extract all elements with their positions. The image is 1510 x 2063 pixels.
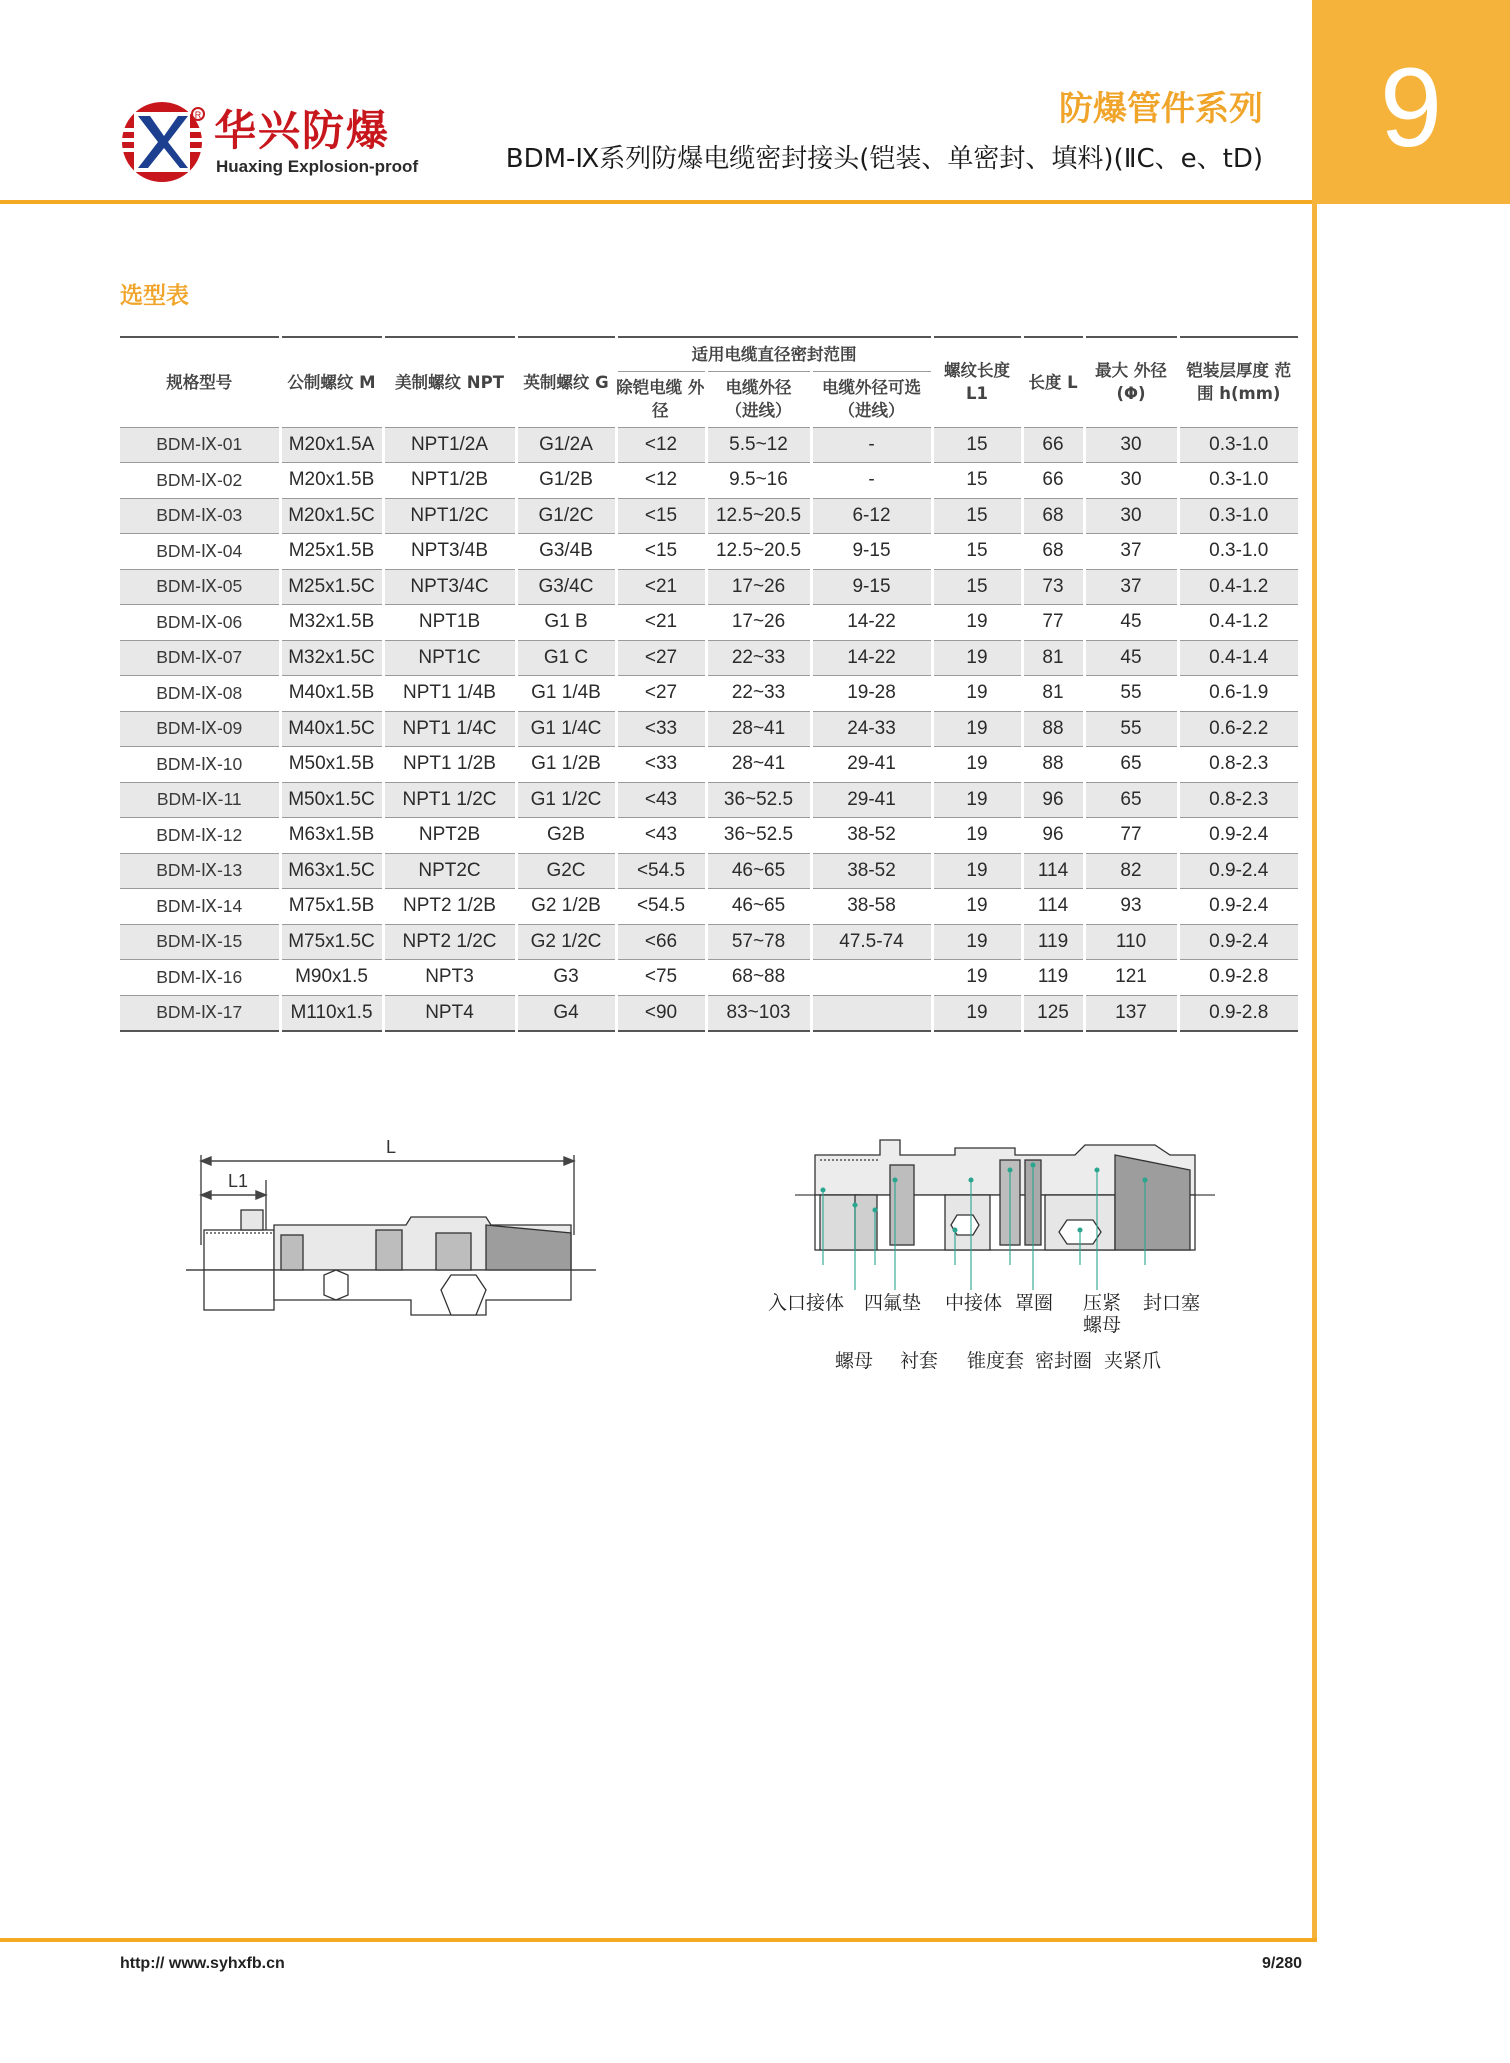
table-cell: M63x1.5C [280, 853, 383, 889]
table-cell: 30 [1084, 498, 1178, 534]
table-cell: 37 [1084, 534, 1178, 570]
table-cell: 0.9-2.8 [1178, 960, 1298, 996]
label-cone-sleeve: 锥度套 [967, 1350, 1025, 1372]
table-cell-model: BDM-Ⅸ-09 [120, 711, 280, 747]
table-cell: G3/4B [516, 534, 616, 570]
table-cell: 0.3-1.0 [1178, 534, 1298, 570]
column-header-armor-stripped-od: 除铠电缆 外径 [616, 371, 706, 427]
table-row [120, 640, 1298, 676]
table-cell: NPT1 1/2B [383, 747, 516, 783]
table-cell: 0.6-1.9 [1178, 676, 1298, 712]
table-cell: 17~26 [706, 605, 811, 641]
table-cell: 36~52.5 [706, 782, 811, 818]
table-cell: M63x1.5B [280, 818, 383, 854]
table-cell: 88 [1022, 747, 1084, 783]
table-cell: 0.3-1.0 [1178, 463, 1298, 499]
table-cell: 81 [1022, 640, 1084, 676]
table-cell: G2 1/2C [516, 924, 616, 960]
table-cell: 19-28 [811, 676, 932, 712]
table-cell: NPT3/4B [383, 534, 516, 570]
table-cell: 119 [1022, 960, 1084, 996]
table-cell: 0.9-2.8 [1178, 995, 1298, 1031]
footer-divider [0, 1938, 1317, 1942]
label-seal-ring: 密封圈 [1035, 1350, 1093, 1372]
table-cell: 88 [1022, 711, 1084, 747]
table-cell: <33 [616, 747, 706, 783]
table-cell: 0.4-1.2 [1178, 569, 1298, 605]
table-cell-model: BDM-Ⅸ-07 [120, 640, 280, 676]
table-cell: M90x1.5 [280, 960, 383, 996]
table-cell: <75 [616, 960, 706, 996]
table-cell: 0.4-1.2 [1178, 605, 1298, 641]
table-cell-model: BDM-Ⅸ-14 [120, 889, 280, 925]
table-cell: 17~26 [706, 569, 811, 605]
selection-table [120, 336, 1298, 1032]
table-cell: - [811, 427, 932, 463]
table-cell: 19 [932, 605, 1022, 641]
table-cell: G1 1/2C [516, 782, 616, 818]
table-cell-model: BDM-Ⅸ-16 [120, 960, 280, 996]
footer-url: http:// www.syhxfb.cn [120, 1955, 285, 1972]
brand-name-en: Huaxing Explosion-proof [216, 157, 419, 176]
product-title: BDM-Ⅸ系列防爆电缆密封接头(铠装、单密封、填料)(ⅡC、e、tD) [505, 144, 1263, 174]
table-cell: 0.8-2.3 [1178, 747, 1298, 783]
table-cell: 19 [932, 711, 1022, 747]
table-cell: G1/2A [516, 427, 616, 463]
table-cell: 15 [932, 569, 1022, 605]
table-cell: 121 [1084, 960, 1178, 996]
chapter-number: 9 [1379, 45, 1443, 170]
table-cell: 119 [1022, 924, 1084, 960]
table-cell: 19 [932, 782, 1022, 818]
table-cell: M50x1.5B [280, 747, 383, 783]
table-cell: <54.5 [616, 889, 706, 925]
table-cell: 14-22 [811, 640, 932, 676]
table-cell [811, 995, 932, 1031]
table-cell-model: BDM-Ⅸ-08 [120, 676, 280, 712]
table-cell: 19 [932, 747, 1022, 783]
table-cell: G1 B [516, 605, 616, 641]
table-cell: 77 [1084, 818, 1178, 854]
table-cell: 110 [1084, 924, 1178, 960]
table-cell: <12 [616, 463, 706, 499]
table-cell: NPT2B [383, 818, 516, 854]
table-cell: 96 [1022, 818, 1084, 854]
table-cell: G4 [516, 995, 616, 1031]
table-cell: NPT3/4C [383, 569, 516, 605]
table-cell: 19 [932, 924, 1022, 960]
table-cell-model: BDM-Ⅸ-04 [120, 534, 280, 570]
table-cell: 82 [1084, 853, 1178, 889]
table-row [120, 427, 1298, 463]
table-cell: 0.9-2.4 [1178, 924, 1298, 960]
table-cell-model: BDM-Ⅸ-10 [120, 747, 280, 783]
table-cell: NPT1/2C [383, 498, 516, 534]
table-cell: 66 [1022, 427, 1084, 463]
table-cell: M32x1.5C [280, 640, 383, 676]
table-cell: 93 [1084, 889, 1178, 925]
brand-name-cn: 华兴防爆 [214, 106, 391, 155]
table-cell: <43 [616, 818, 706, 854]
table-cell: 114 [1022, 853, 1084, 889]
header-divider [0, 200, 1312, 204]
table-cell: 30 [1084, 463, 1178, 499]
dim-label-L1: L1 [227, 1171, 249, 1191]
column-header-cable-od-optional: 电缆外径可选 （进线） [811, 371, 932, 427]
table-cell: G1 C [516, 640, 616, 676]
table-cell: 15 [932, 463, 1022, 499]
table-cell: 22~33 [706, 640, 811, 676]
table-cell: 47.5-74 [811, 924, 932, 960]
section-title: 选型表 [120, 283, 189, 309]
table-cell: M75x1.5B [280, 889, 383, 925]
column-header-length: 长度 L [1022, 337, 1084, 427]
table-cell: 29-41 [811, 747, 932, 783]
table-cell: 36~52.5 [706, 818, 811, 854]
table-cell: <15 [616, 498, 706, 534]
table-cell: G1/2B [516, 463, 616, 499]
table-cell: <90 [616, 995, 706, 1031]
table-cell: 81 [1022, 676, 1084, 712]
table-cell-model: BDM-Ⅸ-02 [120, 463, 280, 499]
table-cell: 0.6-2.2 [1178, 711, 1298, 747]
table-cell: 6-12 [811, 498, 932, 534]
dim-label-L: L [385, 1137, 397, 1157]
table-cell: 57~78 [706, 924, 811, 960]
table-cell: NPT1 1/4C [383, 711, 516, 747]
table-cell: <27 [616, 640, 706, 676]
column-header-npt-thread: 美制螺纹 NPT [383, 337, 516, 427]
column-header-metric-thread: 公制螺纹 M [280, 337, 383, 427]
column-header-thread-length: 螺纹长度 L1 [932, 337, 1022, 427]
table-row [120, 960, 1298, 996]
label-sealing-plug: 封口塞 [1143, 1292, 1201, 1314]
table-cell: <54.5 [616, 853, 706, 889]
table-cell: M25x1.5B [280, 534, 383, 570]
label-compression-nut-1: 压紧 [1083, 1292, 1122, 1314]
table-cell: 46~65 [706, 853, 811, 889]
table-cell-model: BDM-Ⅸ-03 [120, 498, 280, 534]
table-row [120, 747, 1298, 783]
table-cell: G1 1/4C [516, 711, 616, 747]
label-nut: 螺母 [835, 1350, 874, 1372]
table-cell: 96 [1022, 782, 1084, 818]
table-cell-model: BDM-Ⅸ-15 [120, 924, 280, 960]
table-cell: 66 [1022, 463, 1084, 499]
table-cell: <21 [616, 605, 706, 641]
table-cell: NPT1C [383, 640, 516, 676]
table-cell: NPT1/2B [383, 463, 516, 499]
table-row [120, 853, 1298, 889]
table-cell: 5.5~12 [706, 427, 811, 463]
table-cell: M32x1.5B [280, 605, 383, 641]
table-cell: 55 [1084, 676, 1178, 712]
label-ptfe-gasket: 四氟垫 [864, 1292, 922, 1314]
table-cell: 137 [1084, 995, 1178, 1031]
table-row [120, 818, 1298, 854]
table-row [120, 924, 1298, 960]
page-number: 9/280 [1262, 1955, 1303, 1972]
column-header-armor-thickness: 铠装层厚度 范围 h(mm) [1178, 337, 1298, 427]
table-cell: 73 [1022, 569, 1084, 605]
table-cell: <66 [616, 924, 706, 960]
table-row [120, 534, 1298, 570]
table-cell: 14-22 [811, 605, 932, 641]
parts-drawing [795, 1120, 1215, 1290]
table-cell: 19 [932, 889, 1022, 925]
table-cell: 83~103 [706, 995, 811, 1031]
label-clamp-claw: 夹紧爪 [1104, 1350, 1162, 1372]
table-cell: G3 [516, 960, 616, 996]
table-cell: 38-52 [811, 818, 932, 854]
series-title: 防爆管件系列 [1059, 89, 1263, 129]
table-row [120, 569, 1298, 605]
table-cell: 19 [932, 818, 1022, 854]
table-cell: 19 [932, 640, 1022, 676]
table-cell: NPT1/2A [383, 427, 516, 463]
table-cell: 0.9-2.4 [1178, 889, 1298, 925]
label-inlet-body: 入口接体 [768, 1292, 845, 1314]
table-cell: NPT1B [383, 605, 516, 641]
table-cell: 0.3-1.0 [1178, 427, 1298, 463]
table-row [120, 782, 1298, 818]
table-cell: 19 [932, 676, 1022, 712]
table-cell: 28~41 [706, 747, 811, 783]
table-cell: 0.4-1.4 [1178, 640, 1298, 676]
side-rule [1312, 204, 1317, 1941]
table-cell: NPT2C [383, 853, 516, 889]
table-cell: NPT1 1/2C [383, 782, 516, 818]
table-cell: G1 1/2B [516, 747, 616, 783]
table-row [120, 605, 1298, 641]
table-row [120, 711, 1298, 747]
label-bushing: 衬套 [900, 1350, 939, 1372]
table-cell: 0.9-2.4 [1178, 853, 1298, 889]
table-cell: M20x1.5B [280, 463, 383, 499]
table-cell: G3/4C [516, 569, 616, 605]
table-row [120, 463, 1298, 499]
table-cell: - [811, 463, 932, 499]
column-header-cable-od-inlet: 电缆外径 （进线） [706, 371, 811, 427]
table-cell: M50x1.5C [280, 782, 383, 818]
table-cell: 19 [932, 995, 1022, 1031]
table-cell: 30 [1084, 427, 1178, 463]
table-cell: 45 [1084, 605, 1178, 641]
table-cell: 46~65 [706, 889, 811, 925]
table-cell-model: BDM-Ⅸ-11 [120, 782, 280, 818]
table-cell: <27 [616, 676, 706, 712]
table-cell: 38-58 [811, 889, 932, 925]
brand-logo-icon [120, 98, 210, 184]
table-row [120, 676, 1298, 712]
table-cell: NPT4 [383, 995, 516, 1031]
table-cell: G2 1/2B [516, 889, 616, 925]
table-cell: M110x1.5 [280, 995, 383, 1031]
table-cell: 55 [1084, 711, 1178, 747]
table-cell: M20x1.5A [280, 427, 383, 463]
table-cell: NPT2 1/2B [383, 889, 516, 925]
label-middle-body: 中接体 [945, 1292, 1003, 1314]
table-cell: 9.5~16 [706, 463, 811, 499]
table-cell: G2B [516, 818, 616, 854]
table-cell: 0.3-1.0 [1178, 498, 1298, 534]
table-cell: M40x1.5B [280, 676, 383, 712]
table-cell: 77 [1022, 605, 1084, 641]
table-cell: 68 [1022, 534, 1084, 570]
table-cell: NPT3 [383, 960, 516, 996]
table-cell: 9-15 [811, 569, 932, 605]
table-cell: <15 [616, 534, 706, 570]
table-cell-model: BDM-Ⅸ-01 [120, 427, 280, 463]
table-cell: <12 [616, 427, 706, 463]
table-cell-model: BDM-Ⅸ-06 [120, 605, 280, 641]
table-cell: 68 [1022, 498, 1084, 534]
column-header-g-thread: 英制螺纹 G [516, 337, 616, 427]
table-cell: <43 [616, 782, 706, 818]
table-cell: 114 [1022, 889, 1084, 925]
table-cell: 15 [932, 534, 1022, 570]
table-cell: 29-41 [811, 782, 932, 818]
table-row [120, 498, 1298, 534]
table-cell: 19 [932, 853, 1022, 889]
table-row [120, 995, 1298, 1031]
table-cell: G1/2C [516, 498, 616, 534]
table-cell-model: BDM-Ⅸ-12 [120, 818, 280, 854]
table-cell: NPT2 1/2C [383, 924, 516, 960]
table-cell: M40x1.5C [280, 711, 383, 747]
table-cell: 37 [1084, 569, 1178, 605]
table-cell: 12.5~20.5 [706, 534, 811, 570]
table-cell: 45 [1084, 640, 1178, 676]
table-cell: 38-52 [811, 853, 932, 889]
table-cell: 19 [932, 960, 1022, 996]
table-cell: <33 [616, 711, 706, 747]
table-row [120, 889, 1298, 925]
column-group-cable-range: 适用电缆直径密封范围 [616, 337, 932, 371]
table-cell: M75x1.5C [280, 924, 383, 960]
table-cell: <21 [616, 569, 706, 605]
table-cell: 0.9-2.4 [1178, 818, 1298, 854]
table-cell: G1 1/4B [516, 676, 616, 712]
table-cell: G2C [516, 853, 616, 889]
table-cell: 125 [1022, 995, 1084, 1031]
table-cell: 9-15 [811, 534, 932, 570]
table-cell-model: BDM-Ⅸ-13 [120, 853, 280, 889]
table-cell: NPT1 1/4B [383, 676, 516, 712]
table-cell: 15 [932, 427, 1022, 463]
table-cell: M25x1.5C [280, 569, 383, 605]
table-cell [811, 960, 932, 996]
table-cell: 0.8-2.3 [1178, 782, 1298, 818]
table-cell-model: BDM-Ⅸ-05 [120, 569, 280, 605]
dimension-drawing [186, 1125, 606, 1345]
svg-text:R: R [194, 110, 202, 120]
table-cell: 12.5~20.5 [706, 498, 811, 534]
table-cell: 65 [1084, 782, 1178, 818]
table-cell: 15 [932, 498, 1022, 534]
table-cell: 65 [1084, 747, 1178, 783]
label-compression-nut-2: 螺母 [1083, 1314, 1122, 1336]
table-cell: 24-33 [811, 711, 932, 747]
table-cell-model: BDM-Ⅸ-17 [120, 995, 280, 1031]
table-cell: 68~88 [706, 960, 811, 996]
table-cell: M20x1.5C [280, 498, 383, 534]
column-header-model: 规格型号 [120, 337, 280, 427]
label-cap: 罩圈 [1015, 1292, 1054, 1314]
table-cell: 22~33 [706, 676, 811, 712]
column-header-max-od: 最大 外径 (Φ) [1084, 337, 1178, 427]
table-cell: 28~41 [706, 711, 811, 747]
